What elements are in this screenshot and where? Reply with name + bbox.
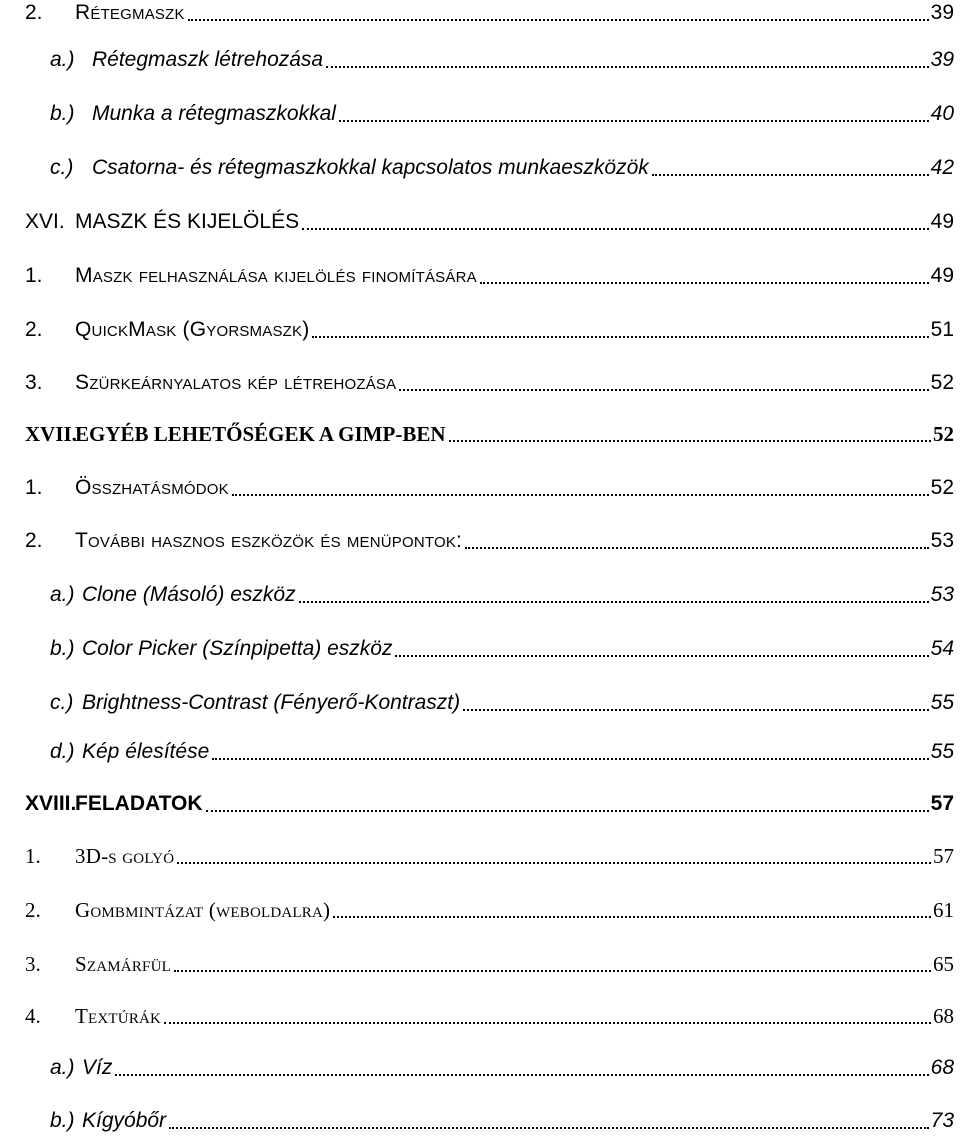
toc-entry-title: Szürkeárnyalatos kép létrehozása	[75, 371, 397, 394]
toc-entry-number: 4.	[25, 1004, 41, 1028]
toc-entry-page-number: 49	[930, 264, 954, 287]
toc-entry-title: Szamárfül	[75, 952, 171, 976]
toc-entry-page-number: 40	[930, 102, 954, 125]
dot-leader	[174, 970, 931, 972]
toc-entry-title: Rétegmaszk	[75, 1, 185, 24]
toc-entry-page-number: 55	[930, 691, 954, 714]
dot-leader	[339, 120, 929, 122]
toc-entry-number: c.)	[50, 691, 74, 714]
toc-entry-title: QuickMask (Gyorsmaszk)	[75, 318, 310, 341]
dot-leader	[188, 19, 929, 21]
toc-entry[interactable]	[25, 315, 954, 345]
toc-entry-title: 3D-s golyó	[75, 844, 175, 868]
toc-entry-page-number: 42	[930, 156, 954, 179]
toc-entry-page-number: 61	[933, 898, 954, 922]
toc-entry[interactable]	[25, 895, 954, 925]
toc-entry-title: Kígyóbőr	[82, 1109, 167, 1132]
toc-entry-page-number: 49	[930, 210, 954, 233]
toc-entry-page-number: 39	[930, 48, 954, 71]
toc-entry[interactable]	[25, 0, 954, 28]
toc-entry-number: 2.	[25, 529, 43, 552]
toc-entry[interactable]	[50, 688, 954, 718]
toc-entry[interactable]	[25, 207, 954, 237]
toc-entry-number: 1.	[25, 476, 43, 499]
toc-entry-page-number: 53	[930, 529, 954, 552]
dot-leader	[212, 758, 928, 760]
toc-entry-number: XVIII.	[25, 792, 77, 815]
toc-entry[interactable]	[50, 1106, 954, 1136]
toc-entry[interactable]	[25, 526, 954, 556]
toc-entry-page-number: 55	[930, 740, 954, 763]
toc-entry-title: Csatorna- és rétegmaszkokkal kapcsolatos munkaeszközök	[92, 156, 649, 179]
toc-entry[interactable]	[25, 949, 954, 979]
toc-entry[interactable]	[25, 789, 954, 819]
toc-entry[interactable]	[50, 634, 954, 664]
toc-entry-number: XVII.	[25, 422, 77, 446]
toc-entry-title: Összhatásmódok	[75, 476, 229, 499]
toc-entry-title: EGYÉB LEHETŐSÉGEK A GIMP-BEN	[75, 422, 446, 446]
toc-entry[interactable]	[25, 368, 954, 398]
dot-leader	[465, 547, 929, 549]
dot-leader	[449, 440, 931, 442]
toc-entry[interactable]	[50, 153, 954, 183]
toc-entry-number: c.)	[50, 156, 74, 179]
toc-entry-number: a.)	[50, 48, 75, 71]
toc-entry-title: FELADATOK	[75, 792, 203, 815]
toc-entry-number: 2.	[25, 1, 43, 24]
toc-entry-page-number: 52	[933, 422, 954, 446]
toc-entry-title: Víz	[82, 1056, 113, 1079]
toc-entry-title: Rétegmaszk létrehozása	[92, 48, 324, 71]
toc-entry[interactable]	[50, 1053, 954, 1083]
toc-entry-number: 3.	[25, 371, 43, 394]
dot-leader	[299, 601, 929, 603]
toc-entry-page-number: 73	[930, 1109, 954, 1132]
toc-entry-title: Color Picker (Színpipetta) eszköz	[82, 637, 393, 660]
toc-entry-number: 1.	[25, 844, 41, 868]
toc-entry-number: b.)	[50, 637, 75, 660]
toc-entry-title: Clone (Másoló) eszköz	[82, 583, 296, 606]
toc-entry-page-number: 68	[930, 1056, 954, 1079]
dot-leader	[326, 66, 929, 68]
dot-leader	[333, 916, 931, 918]
dot-leader	[652, 174, 929, 176]
dot-leader	[399, 389, 928, 391]
dot-leader	[232, 494, 929, 496]
toc-entry-page-number: 57	[930, 792, 954, 815]
toc-entry[interactable]	[25, 261, 954, 291]
dot-leader	[169, 1127, 929, 1129]
dot-leader	[177, 862, 931, 864]
toc-entry-title: További hasznos eszközök és menüpontok:	[75, 529, 463, 552]
toc-entry-number: b.)	[50, 102, 75, 125]
toc-entry[interactable]	[25, 1001, 954, 1031]
dot-leader	[463, 709, 929, 711]
dot-leader	[115, 1074, 928, 1076]
toc-entry-number: 2.	[25, 318, 43, 341]
toc-entry-number: d.)	[50, 740, 75, 763]
toc-entry-page-number: 52	[930, 371, 954, 394]
dot-leader	[206, 810, 929, 812]
toc-entry-page-number: 68	[933, 1004, 954, 1028]
toc-entry-number: b.)	[50, 1109, 75, 1132]
toc-entry-number: a.)	[50, 1056, 75, 1079]
toc-entry-page-number: 53	[930, 583, 954, 606]
toc-entry[interactable]	[50, 737, 954, 767]
toc-entry[interactable]	[50, 580, 954, 610]
toc-entry[interactable]	[50, 45, 954, 75]
toc-entry[interactable]	[25, 841, 954, 871]
toc-entry-number: 2.	[25, 898, 41, 922]
toc-entry-number: a.)	[50, 583, 75, 606]
toc-entry-number: XVI.	[25, 210, 65, 233]
dot-leader	[302, 228, 929, 230]
toc-entry-title: Munka a rétegmaszkokkal	[92, 102, 336, 125]
toc-entry-page-number: 54	[930, 637, 954, 660]
dot-leader	[164, 1022, 931, 1024]
toc-entry-title: Gombmintázat (weboldalra)	[75, 898, 331, 922]
dot-leader	[312, 336, 928, 338]
toc-entry[interactable]	[25, 419, 954, 449]
toc-entry[interactable]	[25, 473, 954, 503]
toc-entry[interactable]	[50, 99, 954, 129]
toc-entry-page-number: 52	[930, 476, 954, 499]
toc-entry-page-number: 57	[933, 844, 954, 868]
toc-entry-number: 3.	[25, 952, 41, 976]
toc-entry-title: MASZK ÉS KIJELÖLÉS	[75, 210, 300, 233]
toc-entry-title: Brightness-Contrast (Fényerő-Kontraszt)	[82, 691, 461, 714]
dot-leader	[395, 655, 928, 657]
toc-entry-page-number: 39	[930, 1, 954, 24]
toc-entry-number: 1.	[25, 264, 43, 287]
toc-entry-title: Maszk felhasználása kijelölés finomítására	[75, 264, 477, 287]
dot-leader	[480, 282, 929, 284]
toc-entry-title: Textúrák	[75, 1004, 162, 1028]
toc-entry-title: Kép élesítése	[82, 740, 210, 763]
toc-entry-page-number: 51	[930, 318, 954, 341]
toc-entry-page-number: 65	[933, 952, 954, 976]
